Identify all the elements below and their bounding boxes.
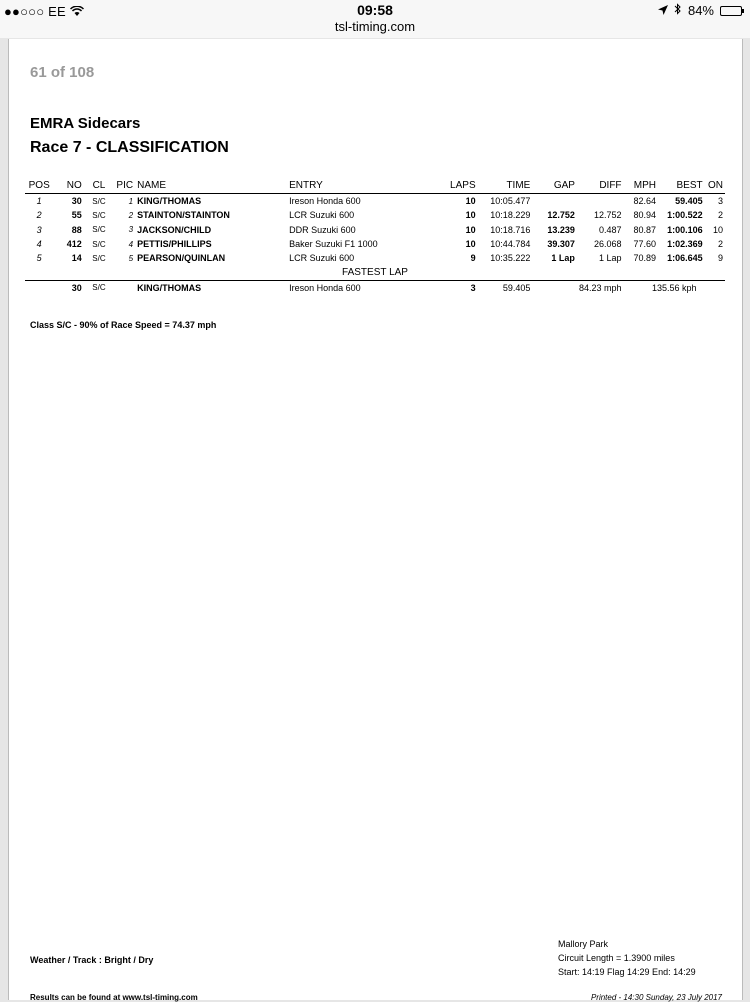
header-pos: POS <box>25 180 53 194</box>
cell-pos: 5 <box>36 253 42 264</box>
header-time: TIME <box>478 180 533 194</box>
cell-name: PETTIS/PHILLIPS <box>137 239 212 250</box>
table-row <box>25 208 725 222</box>
cell-on: 3 <box>717 196 723 207</box>
cell-mph: 80.87 <box>633 224 656 235</box>
cell-best: 59.405 <box>675 196 703 207</box>
cell-pic: 5 <box>128 253 134 263</box>
cell-best: 1:00.106 <box>667 224 703 235</box>
footer-website: Results can be found at www.tsl-timing.com <box>30 993 198 1002</box>
page-counter: 61 of 108 <box>30 64 95 81</box>
cell-mph: 77.60 <box>633 239 656 250</box>
cell-mph: 82.64 <box>633 196 656 207</box>
table-row <box>25 223 725 237</box>
cell-no: 14 <box>71 253 82 264</box>
cell-pos: 1 <box>36 196 42 207</box>
class-note: Class S/C - 90% of Race Speed = 74.37 mph <box>30 320 217 330</box>
cell-pos: 2 <box>36 210 42 221</box>
fl-mph: 84.23 mph <box>532 280 623 295</box>
cell-diff: 26.068 <box>594 239 622 250</box>
fl-no: 30 <box>53 280 83 295</box>
cell-diff: 1 Lap <box>599 253 622 264</box>
cell-best: 1:02.369 <box>667 239 703 250</box>
cell-laps: 10 <box>465 239 476 250</box>
battery-percent: 84% <box>687 3 714 18</box>
cell-cl: S/C <box>92 210 106 220</box>
cell-laps: 9 <box>470 253 476 264</box>
cell-laps: 10 <box>465 196 476 207</box>
cell-diff: 12.752 <box>594 210 622 221</box>
clock: 09:58 <box>357 2 393 18</box>
fl-lap: 3 <box>447 280 477 295</box>
header-best: BEST <box>658 180 705 194</box>
fl-name: KING/THOMAS <box>135 280 287 295</box>
header-gap: GAP <box>532 180 577 194</box>
fl-time: 59.405 <box>478 280 533 295</box>
cell-time: 10:35.222 <box>490 253 531 264</box>
fastest-lap-row <box>25 280 725 295</box>
table-header-row <box>25 180 725 194</box>
cell-mph: 70.89 <box>633 253 656 264</box>
header-cl: CL <box>84 180 114 194</box>
cell-gap <box>532 194 577 209</box>
cell-pic: 1 <box>128 196 134 206</box>
cell-cl: S/C <box>92 225 106 235</box>
header-mph: MPH <box>624 180 658 194</box>
cell-mph: 80.94 <box>633 210 656 221</box>
cell-best: 1:00.522 <box>667 210 703 221</box>
cell-gap: 13.239 <box>547 224 575 235</box>
cell-on: 2 <box>717 239 723 250</box>
fastest-lap-heading-row <box>25 265 725 280</box>
cell-cl: S/C <box>92 196 106 206</box>
cell-no: 30 <box>71 196 82 207</box>
circuit-length: Circuit Length = 1.3900 miles <box>558 953 675 963</box>
url-label[interactable]: tsl-timing.com <box>334 19 416 34</box>
cell-time: 10:05.477 <box>490 196 531 207</box>
cell-pic: 3 <box>128 225 134 235</box>
cell-pic: 4 <box>128 239 134 249</box>
cell-time: 10:18.716 <box>490 224 531 235</box>
cell-entry: LCR Suzuki 600 <box>289 253 355 264</box>
fl-empty <box>25 280 53 295</box>
cell-name: STAINTON/STAINTON <box>137 210 230 221</box>
cell-name: PEARSON/QUINLAN <box>137 253 226 264</box>
table-row <box>25 251 725 265</box>
cell-entry: DDR Suzuki 600 <box>289 224 356 235</box>
circuit-name: Mallory Park <box>558 939 609 949</box>
cell-gap: 1 Lap <box>551 253 575 264</box>
table-row <box>25 194 725 209</box>
cell-entry: Ireson Honda 600 <box>289 196 361 207</box>
cell-entry: Baker Suzuki F1 1000 <box>289 239 378 250</box>
cell-diff: 0.487 <box>599 224 622 235</box>
cell-entry: LCR Suzuki 600 <box>289 210 355 221</box>
header-pic: PIC <box>114 180 135 194</box>
cell-on: 9 <box>717 253 723 264</box>
cell-gap: 12.752 <box>547 210 575 221</box>
cell-laps: 10 <box>465 210 476 221</box>
header-entry: ENTRY <box>287 180 447 194</box>
circuit-info <box>558 937 696 979</box>
header-diff: DIFF <box>577 180 624 194</box>
cell-name: KING/THOMAS <box>137 196 202 207</box>
header-name: NAME <box>135 180 287 194</box>
fl-kph: 135.56 kph <box>624 280 725 295</box>
cell-best: 1:06.645 <box>667 253 703 264</box>
cell-cl: S/C <box>92 253 106 263</box>
weather-info: Weather / Track : Bright / Dry <box>30 955 154 965</box>
cell-laps: 10 <box>465 224 476 235</box>
cell-no: 88 <box>71 224 82 235</box>
cell-time: 10:44.784 <box>490 239 531 250</box>
results-table <box>25 180 725 295</box>
fastest-lap-label: FASTEST LAP <box>342 267 408 279</box>
cell-pic: 2 <box>128 210 134 220</box>
cell-on: 10 <box>712 224 723 235</box>
circuit-times: Start: 14:19 Flag 14:29 End: 14:29 <box>558 967 696 977</box>
status-bar <box>0 0 750 38</box>
carrier-label: ●●○○○ EE <box>4 4 66 19</box>
event-title: EMRA Sidecars <box>30 115 141 132</box>
table-row <box>25 237 725 251</box>
results-document <box>8 39 743 1000</box>
bluetooth-icon <box>674 3 682 18</box>
cell-on: 2 <box>717 210 723 221</box>
header-on: ON <box>705 180 725 194</box>
cell-no: 412 <box>66 239 82 250</box>
cell-diff <box>577 194 624 209</box>
cell-pos: 4 <box>36 239 42 250</box>
fl-empty <box>114 280 135 295</box>
cell-time: 10:18.229 <box>490 210 531 221</box>
header-no: NO <box>53 180 83 194</box>
fl-cl: S/C <box>84 280 114 295</box>
cell-name: JACKSON/CHILD <box>137 224 212 235</box>
header-laps: LAPS <box>447 180 477 194</box>
cell-no: 55 <box>71 210 82 221</box>
location-icon <box>658 3 668 18</box>
cell-gap: 39.307 <box>547 239 575 250</box>
status-right <box>658 3 742 18</box>
fl-entry: Ireson Honda 600 <box>287 280 447 295</box>
battery-icon <box>720 6 742 16</box>
cell-cl: S/C <box>92 239 106 249</box>
cell-pos: 3 <box>36 224 42 235</box>
race-title: Race 7 - CLASSIFICATION <box>30 139 229 156</box>
address-area[interactable] <box>0 2 750 34</box>
footer-printed: Printed - 14:30 Sunday, 23 July 2017 <box>590 993 722 1002</box>
